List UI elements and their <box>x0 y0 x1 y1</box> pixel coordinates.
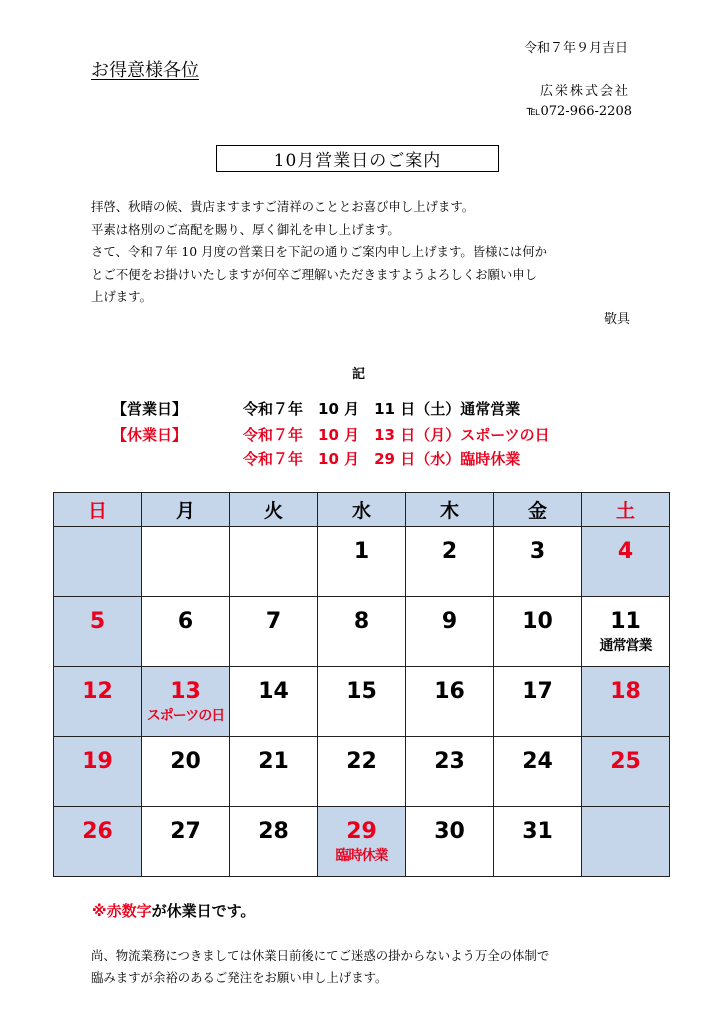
weekday-thu: 木 <box>406 493 494 527</box>
day-number: 16 <box>434 679 465 704</box>
day-number: 28 <box>258 819 289 844</box>
day-number: 25 <box>610 749 641 774</box>
october-calendar <box>53 492 670 877</box>
footnote-red-part: ※赤数字 <box>92 902 152 920</box>
company-phone: ℡072-966-2208 <box>526 104 632 119</box>
calendar-day-cell <box>494 667 582 737</box>
addressee: お得意様各位 <box>91 60 199 81</box>
holiday-footnote <box>92 900 255 921</box>
document-title <box>216 145 499 172</box>
calendar-day-cell <box>318 597 406 667</box>
document-title-text: 10月営業日のご案内 <box>273 151 442 171</box>
day-number: 27 <box>170 819 201 844</box>
company-name: 広栄株式会社 <box>539 84 630 99</box>
issue-date: 令和７年９月吉日 <box>523 41 628 56</box>
footnote-rest: が休業日です。 <box>151 902 256 920</box>
day-number: 21 <box>258 749 289 774</box>
day-number: 8 <box>353 609 370 634</box>
calendar-day-cell <box>582 667 670 737</box>
calendar-day-cell <box>230 597 318 667</box>
day-number: 12 <box>82 679 113 704</box>
calendar-day-cell <box>406 667 494 737</box>
calendar-day-cell <box>230 807 318 877</box>
day-number: 19 <box>82 749 113 774</box>
calendar-day-cell <box>582 597 670 667</box>
calendar-day-cell <box>54 737 142 807</box>
calendar-day-cell <box>142 737 230 807</box>
calendar-day-cell <box>318 667 406 737</box>
calendar-day-cell <box>54 597 142 667</box>
day-number: 10 <box>522 609 553 634</box>
weekday-sun: 日 <box>54 493 142 527</box>
day-number: 23 <box>434 749 465 774</box>
calendar-day-cell <box>142 527 230 597</box>
closing-note <box>91 945 651 989</box>
day-number: 3 <box>529 539 546 564</box>
day-number: 2 <box>441 539 458 564</box>
closing-line: 尚、物流業務につきましては休業日前後にてご迷惑の掛からないよう万全の体制で <box>91 948 550 963</box>
body-line: 上げます。 <box>91 289 152 305</box>
closed-day-label: 【休業日】 <box>112 426 188 444</box>
day-number: 9 <box>441 609 458 634</box>
day-number: 17 <box>522 679 553 704</box>
calendar-day-cell <box>582 527 670 597</box>
weekday-fri: 金 <box>494 493 582 527</box>
calendar-week-row <box>54 737 670 807</box>
body-line: 平素は格別のご高配を賜り、厚く御礼を申し上げます。 <box>91 221 400 237</box>
day-note: 臨時休業 <box>335 848 388 864</box>
calendar-day-cell <box>494 807 582 877</box>
day-number: 18 <box>610 679 641 704</box>
weekday-header-row <box>54 493 670 527</box>
calendar-day-cell <box>54 807 142 877</box>
calendar-day-cell <box>582 807 670 877</box>
weekday-tue: 火 <box>230 493 318 527</box>
calendar-week-row <box>54 807 670 877</box>
day-number: 26 <box>82 819 113 844</box>
day-number: 6 <box>177 609 194 634</box>
calendar-day-cell <box>230 667 318 737</box>
day-number: 5 <box>89 609 106 634</box>
day-number: 4 <box>617 539 634 564</box>
closed-day-line: 令和７年 10 月 29 日（水）臨時休業 <box>243 450 521 468</box>
day-number: 31 <box>522 819 553 844</box>
calendar-day-cell <box>142 667 230 737</box>
day-number: 29 <box>346 819 377 844</box>
weekday-wed: 水 <box>318 493 406 527</box>
business-day-label: 【営業日】 <box>112 400 188 418</box>
calendar-week-row <box>54 667 670 737</box>
body-line: 拝啓、秋晴の候、貴店ますますご清祥のこととお喜び申し上げます。 <box>91 199 475 214</box>
calendar-day-cell <box>318 527 406 597</box>
day-number: 1 <box>353 539 370 564</box>
day-number: 7 <box>265 609 282 634</box>
letter-body <box>91 196 636 309</box>
calendar-day-cell <box>54 527 142 597</box>
calendar-day-cell <box>318 807 406 877</box>
day-number: 30 <box>434 819 465 844</box>
closing-line: 臨みますが余裕のあるご発注をお願い申し上げます。 <box>91 970 388 985</box>
calendar-day-cell <box>494 737 582 807</box>
day-number: 11 <box>610 609 641 634</box>
calendar-week-row <box>54 527 670 597</box>
day-note: スポーツの日 <box>146 708 225 724</box>
day-note: 通常営業 <box>599 638 652 654</box>
closing-keigu: 敬具 <box>603 312 630 327</box>
weekday-sat: 土 <box>582 493 670 527</box>
day-number: 13 <box>170 679 201 704</box>
body-line: とご不便をお掛けいたしますが何卒ご理解いただきますようよろしくお願い申し <box>91 266 538 282</box>
calendar-day-cell <box>406 737 494 807</box>
business-day-line: 令和７年 10 月 11 日（土）通常営業 <box>243 400 521 418</box>
calendar-day-cell <box>142 807 230 877</box>
day-number: 24 <box>522 749 553 774</box>
calendar-day-cell <box>406 807 494 877</box>
calendar-body <box>54 527 670 877</box>
calendar-day-cell <box>54 667 142 737</box>
calendar-day-cell <box>494 527 582 597</box>
day-number: 15 <box>346 679 377 704</box>
body-line: さて、令和７年 10 月度の営業日を下記の通りご案内申し上げます。皆様には何か <box>91 244 548 260</box>
calendar-day-cell <box>406 527 494 597</box>
day-number: 20 <box>170 749 201 774</box>
calendar-day-cell <box>142 597 230 667</box>
day-number: 22 <box>346 749 377 774</box>
closed-day-line: 令和７年 10 月 13 日（月）スポーツの日 <box>243 426 550 444</box>
calendar-day-cell <box>494 597 582 667</box>
ki-heading: 記 <box>352 367 366 382</box>
calendar-day-cell <box>230 737 318 807</box>
day-number: 14 <box>258 679 289 704</box>
calendar-day-cell <box>406 597 494 667</box>
weekday-mon: 月 <box>142 493 230 527</box>
calendar-day-cell <box>230 527 318 597</box>
calendar-day-cell <box>318 737 406 807</box>
calendar-week-row <box>54 597 670 667</box>
calendar-day-cell <box>582 737 670 807</box>
